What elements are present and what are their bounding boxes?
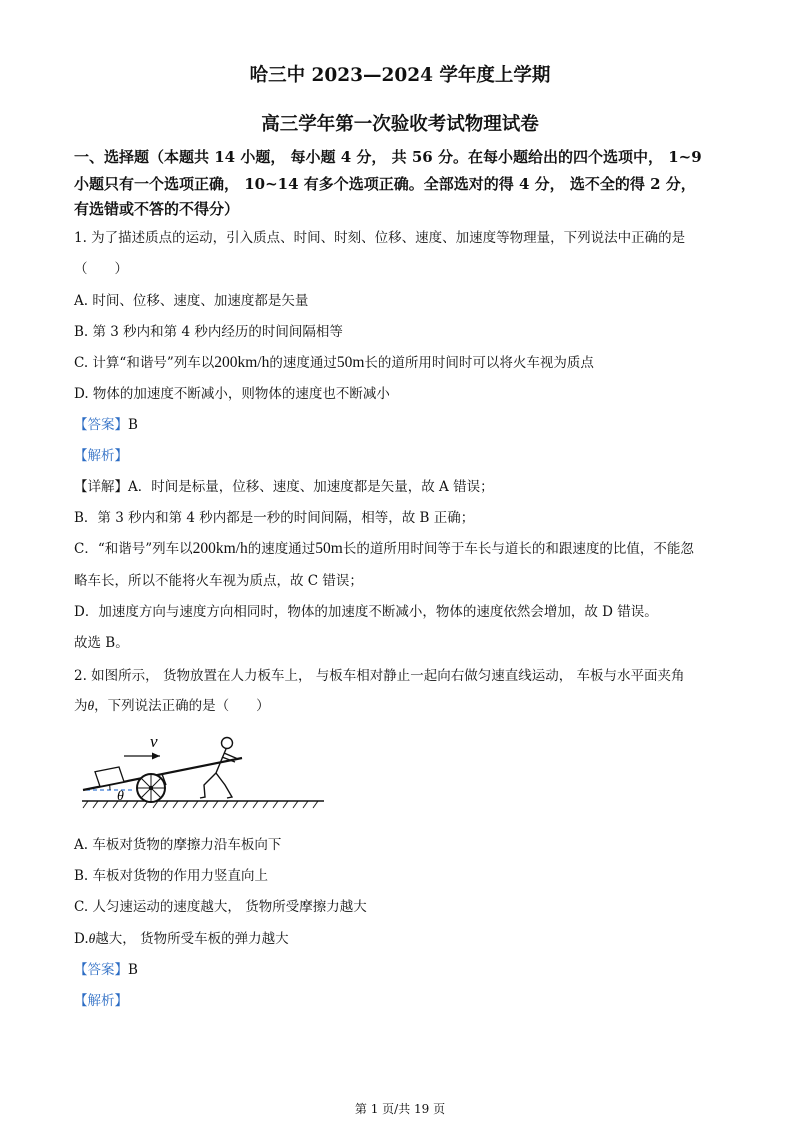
velocity-arrow-head (152, 753, 160, 760)
person-leg-front (216, 773, 232, 798)
person-head (222, 738, 233, 749)
q2-option-d (74, 930, 289, 948)
q2-answer-value: B (128, 962, 138, 978)
page-footer: 第 1 页/共 19 页 (354, 1102, 446, 1116)
q1-option-c-post: 长的道所用时间时可以将火车视为质点 (364, 355, 594, 371)
q1-detail-tag: 【详解】 (74, 479, 128, 495)
q1-analysis-tag: 【解析】 (74, 448, 128, 464)
q2-analysis-tag: 【解析】 (74, 993, 128, 1009)
q2-answer-tag: 【答案】 (74, 962, 128, 978)
q1-option-d: D. 物体的加速度不断减小，则物体的速度也不断减小 (74, 386, 390, 402)
section-instructions-line3: 有选错或不答的不得分） (74, 200, 240, 218)
q2-answer (74, 961, 138, 979)
q2-stem-post: ，下列说法正确的是（ ） (94, 698, 270, 714)
q1-detail-c-line2: 略车长，所以不能将火车视为质点，故 C 错误； (74, 573, 363, 589)
q1-answer (74, 416, 138, 434)
q1-answer-tag: 【答案】 (74, 417, 128, 433)
angle-arc (110, 785, 111, 791)
section-instructions-line2: 小题只有一个选项正确， 10~14 有多个选项正确。全部选对的得 4 分， 选不全的得 2 分， (74, 175, 696, 193)
q1-stem-line1: 1. 为了描述质点的运动，引入质点、时间、时刻、位移、速度、加速度等物理量，下列说法中正确的是 (74, 230, 686, 246)
q2-option-c: C. 人匀速运动的速度越大， 货物所受摩擦力越大 (74, 899, 367, 915)
person-figure (200, 738, 238, 799)
cart-diagram (80, 731, 330, 815)
q2-stem-pre: 为 (74, 698, 88, 714)
q2-option-b: B. 车板对货物的作用力竖直向上 (74, 868, 269, 884)
q1-detail-b: B．第 3 秒内和第 4 秒内都是一秒的时间间隔，相等，故 B 正确； (74, 510, 475, 526)
q1-detail-c-post: 长的道所用时间等于车长与道长的和跟速度的比值，不能忽 (342, 541, 694, 557)
q1-detail-c-pre: C．“和谐号”列车以 (74, 541, 193, 557)
q2-option-a: A. 车板对货物的摩擦力沿车板向下 (74, 837, 282, 853)
q2-option-d-theta: θ (88, 931, 96, 946)
q1-detail-a (74, 478, 494, 496)
person-leg-back (200, 773, 216, 798)
q1-option-c-length: 50m (336, 354, 365, 371)
q2-theta-symbol: θ (87, 698, 95, 713)
section-instructions-line1: 一、选择题（本题共 14 小题， 每小题 4 分， 共 56 分。在每小题给出的四个选项中， 1~9 (74, 148, 702, 166)
q1-detail-c-length: 50m (315, 540, 343, 557)
q1-option-a: A. 时间、位移、速度、加速度都是矢量 (74, 293, 309, 309)
q1-option-c-speed: 200km/h (214, 354, 270, 371)
q1-option-c-pre: C. 计算“和谐号”列车以 (74, 355, 215, 371)
q1-detail-d: D．加速度方向与速度方向相同时，物体的加速度不断减小，物体的速度依然会增加，故 D 错误。 (74, 604, 658, 620)
q2-stem-line2 (74, 697, 270, 715)
q1-option-b: B. 第 3 秒内和第 4 秒内经历的时间间隔相等 (74, 324, 343, 340)
angle-theta-label: θ (117, 789, 124, 804)
q1-stem-line2: （ ） (74, 261, 128, 277)
q1-answer-value: B (128, 417, 138, 433)
q1-detail-c (74, 540, 694, 558)
q1-option-c (74, 354, 594, 372)
exam-title-line2: 高三学年第一次验收考试物理试卷 (261, 114, 539, 135)
velocity-label: v (150, 732, 158, 751)
q2-stem-line1: 2. 如图所示， 货物放置在人力板车上， 与板车相对静止一起向右做匀速直线运动， 车板与水平面夹角 (74, 668, 685, 684)
q2-option-d-pre: D. (74, 931, 89, 947)
q1-detail-c-speed: 200km/h (192, 540, 248, 557)
q1-detail-c-mid: 的速度通过 (247, 541, 316, 557)
q2-option-d-post: 越大， 货物所受车板的弹力越大 (95, 931, 289, 947)
q1-option-c-mid: 的速度通过 (269, 355, 337, 371)
exam-title-line1: 哈三中 2023—2024 学年度上学期 (249, 65, 551, 86)
q1-detail-a-text: A．时间是标量，位移、速度、加速度都是矢量，故 A 错误； (128, 479, 494, 495)
wheel-spokes (137, 774, 165, 802)
q1-conclusion: 故选 B。 (74, 635, 129, 651)
